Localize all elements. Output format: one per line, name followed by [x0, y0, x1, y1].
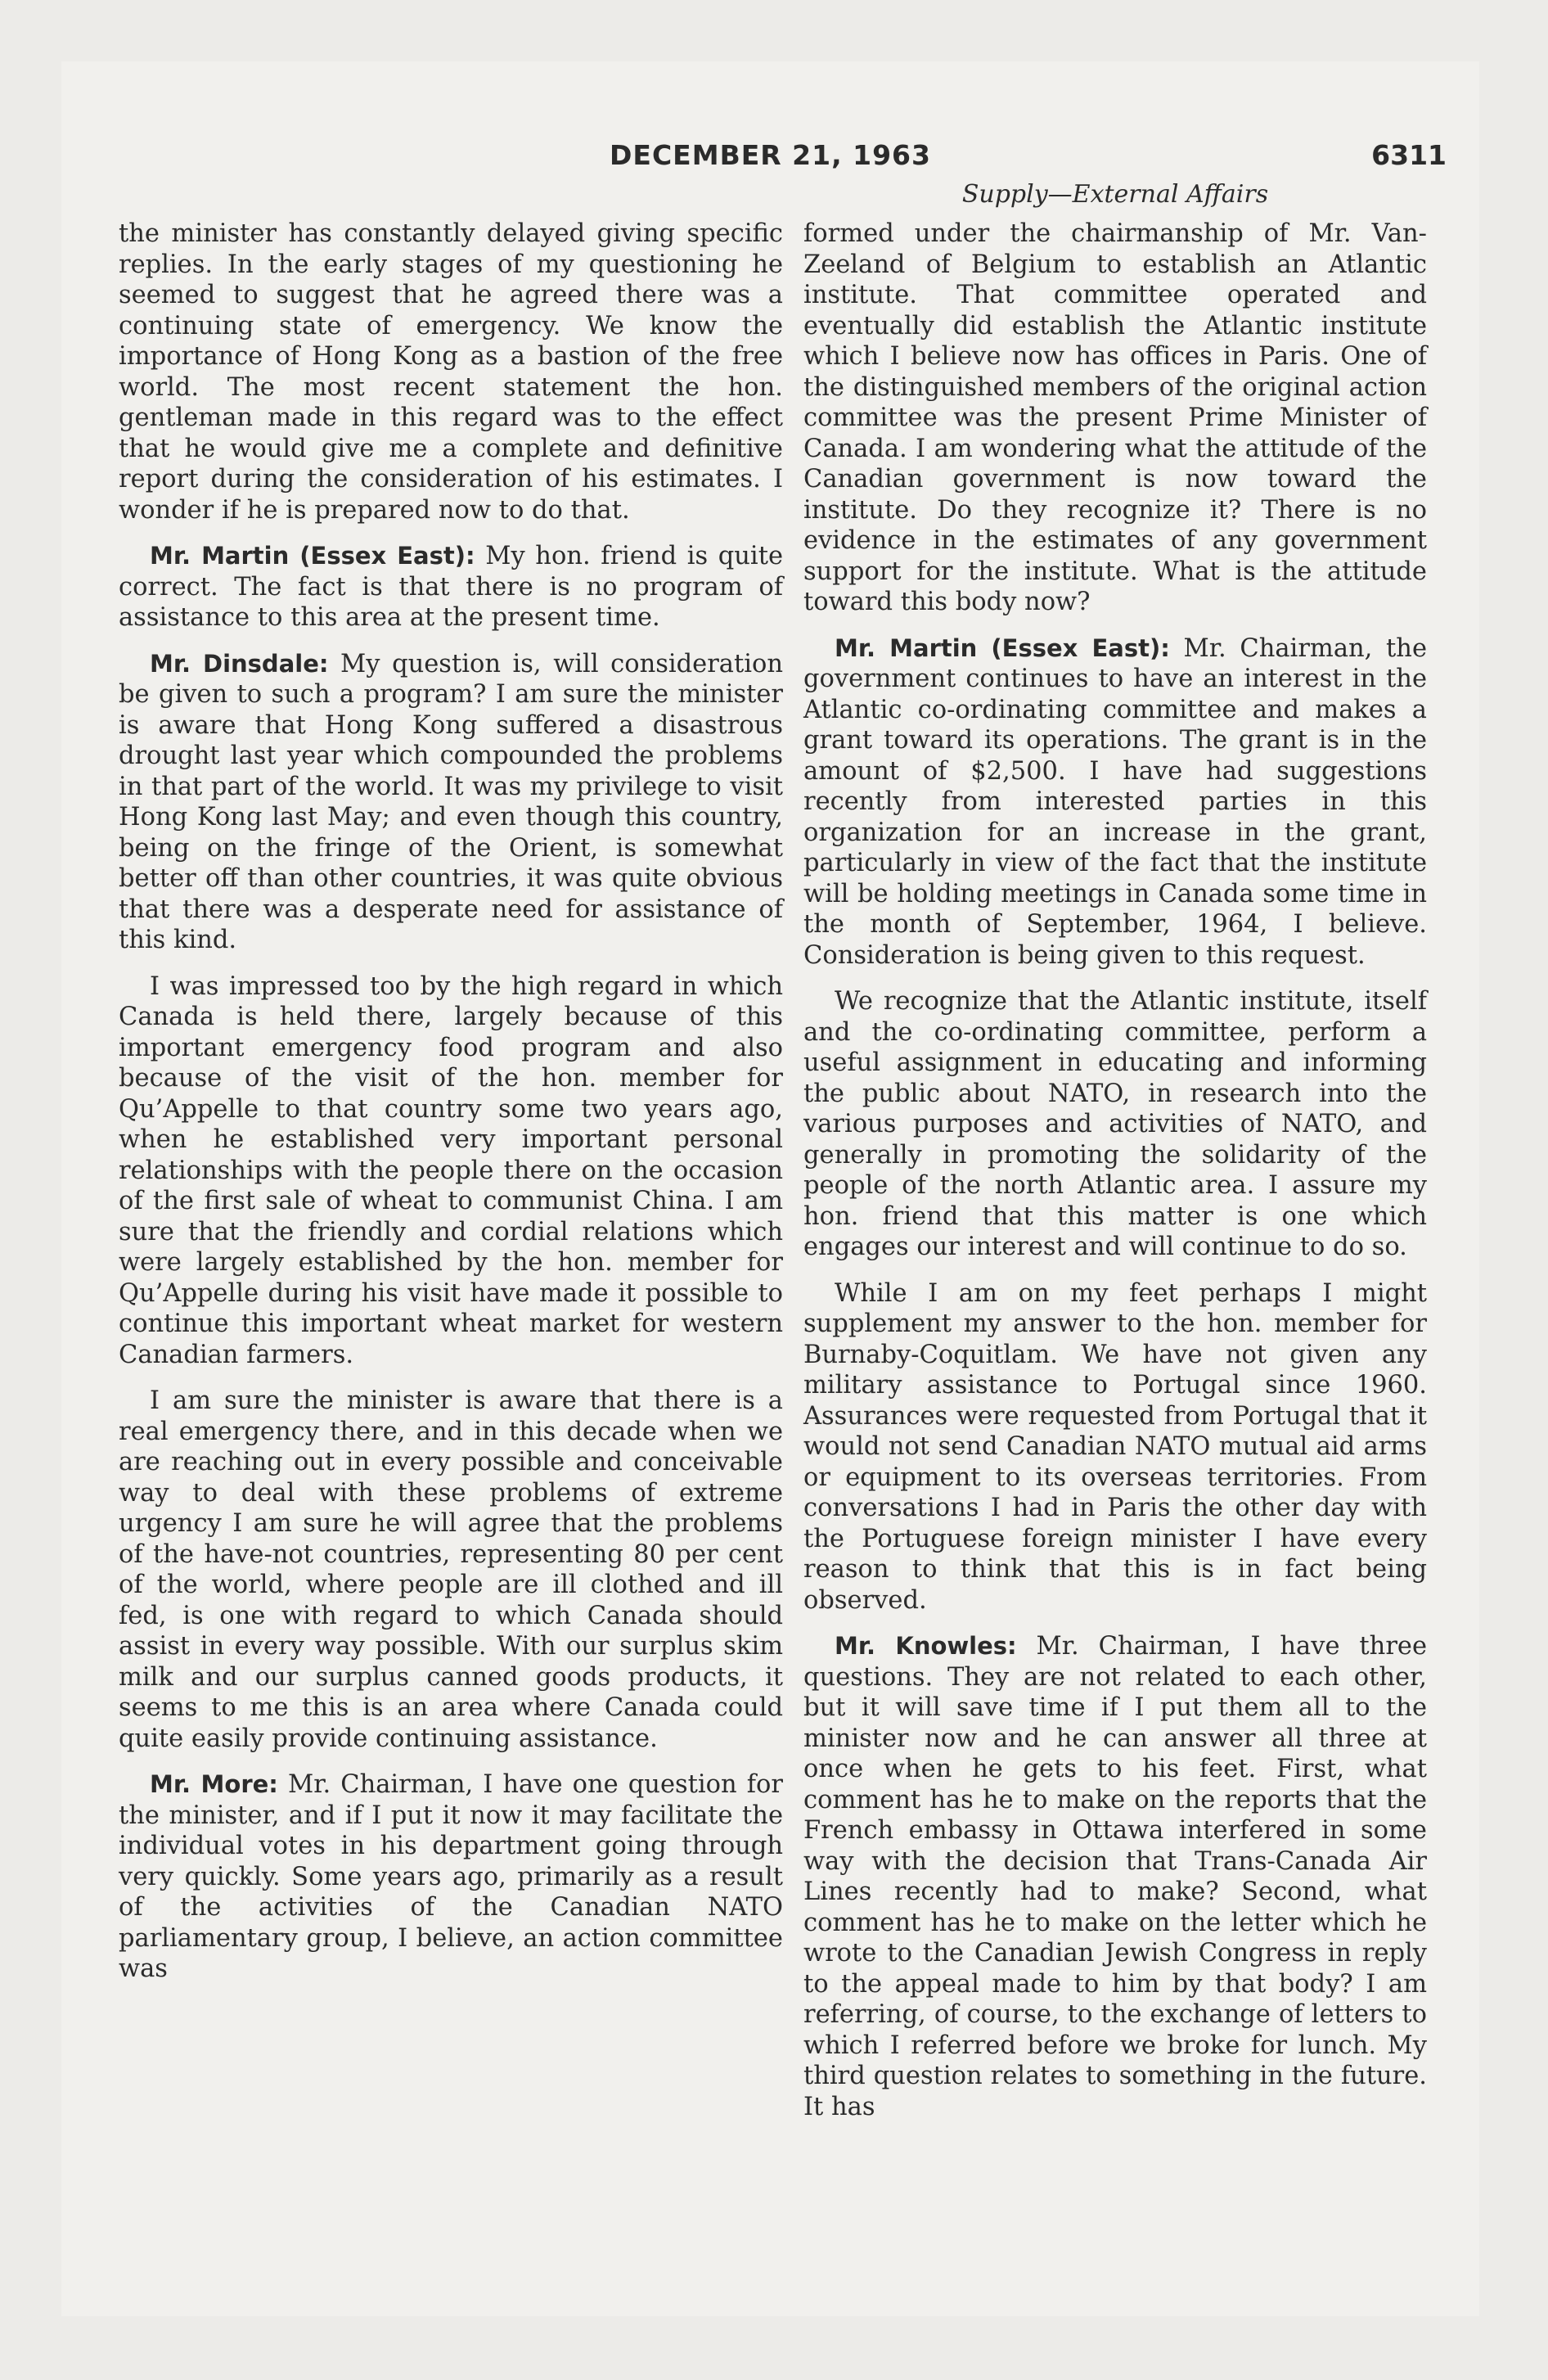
section-heading: Supply—External Affairs — [961, 180, 1269, 209]
speech-text: Mr. Chairman, the government continues to have an interest in the Atlantic co-ordinating committee and makes a grant toward its operations. The grant is in the amount of $2,500. I have had suggestions recently from interested parties in this organization for an increase in the grant, particularly in view of the fact that the institute will be holding meetings in Canada some time in the month of September, 1964, I believe. Consideration is being given to this request. — [803, 633, 1427, 970]
speech-paragraph — [803, 1631, 1427, 2122]
paragraph: We recognize that the Atlantic institute, itself and the co-ordinating committee, perform a useful assignment in educating and informing the public about NATO, in research into the various purposes and activities of NATO, and generally in promoting the solidarity of the people of the north Atlantic area. I assure my hon. friend that this matter is one which engages our interest and will continue to do so. — [803, 987, 1427, 1261]
page-date-header: DECEMBER 21, 1963 — [610, 139, 931, 171]
speech-paragraph — [119, 649, 783, 956]
speaker-name: Mr. More: — [150, 1770, 278, 1798]
speech-text: My hon. friend is quite correct. The fact is that there is no program of assistance to this area at the present time. — [119, 542, 783, 632]
paragraph: I am sure the minister is aware that there is a real emergency there, and in this decade when we are reaching out in every possible and conceivable way to deal with these problems of extreme urgency I am sure he will agree that the problems of the have-not countries, representing 80 per cent of the world, where people are ill clothed and ill fed, is one with regard to which Canada should assist in every way possible. With our surplus skim milk and our surplus canned goods products, it seems to me this is an area where Canada could quite easily provide continuing assistance. — [119, 1386, 783, 1753]
speech-paragraph — [119, 541, 783, 633]
left-column — [119, 219, 783, 2000]
hansard-page — [61, 61, 1479, 2316]
speech-paragraph — [119, 1769, 783, 1985]
paragraph: the minister has constantly delayed giving specific replies. In the early stages of my questioning he seemed to suggest that he agreed there was a continuing state of emergency. We know the importance of Hong Kong as a bastion of the free world. The most recent statement the hon. gentleman made in this regard was to the effect that he would give me a complete and definitive report during the consideration of his estimates. I wonder if he is prepared now to do that. — [119, 219, 783, 525]
paragraph: I was impressed too by the high regard in which Canada is held there, largely because of this important emergency food program and also because of the visit of the hon. member for Qu’Appelle to that country some two years ago, when he established very important personal relationships with the people there on the occasion of the first sale of wheat to communist China. I am sure that the friendly and cordial relations which were largely established by the hon. member for Qu’Appelle during his visit have made it possible to continue this important wheat market for western Canadian farmers. — [119, 971, 783, 1369]
paragraph: While I am on my feet perhaps I might supplement my answer to the hon. member for Burnaby-Coquitlam. We have not given any military assistance to Portugal since 1960. Assurances were requested from Portugal that it would not send Canadian NATO mutual aid arms or equipment to its overseas territories. From conversations I had in Paris the other day with the Portuguese foreign minister I have every reason to think that this is in fact being observed. — [803, 1278, 1427, 1615]
speaker-name: Mr. Knowles: — [835, 1632, 1017, 1660]
speaker-name: Mr. Martin (Essex East): — [150, 542, 475, 570]
speaker-name: Mr. Dinsdale: — [150, 649, 329, 678]
speech-text: Mr. Chairman, I have one question for the minister, and if I put it now it may facilitate the individual votes in his department going through very quickly. Some years ago, primarily as a result of the activities of the Canadian NATO parliamentary group, I believe, an action committee was — [119, 1770, 783, 1983]
speech-paragraph — [803, 633, 1427, 971]
speech-text: My question is, will consideration be given to such a program? I am sure the minister is aware that Hong Kong suffered a disastrous drought last year which compounded the problems in that part of the world. It was my privilege to visit Hong Kong last May; and even though this country, being on the fringe of the Orient, is somewhat better off than other countries, it was quite obvious that there was a desperate need for assistance of this kind. — [119, 649, 783, 954]
right-column — [803, 219, 1427, 2138]
speaker-name: Mr. Martin (Essex East): — [835, 633, 1170, 662]
speech-text: Mr. Chairman, I have three questions. They are not related to each other, but it will save time if I put them all to the minister now and he can answer all three at once when he gets to his feet. First, what comment has he to make on the reports that the French embassy in Ottawa interfered in some way with the decision that Trans-Canada Air Lines recently had to make? Second, what comment has he to make on the letter which he wrote to the Canadian Jewish Congress in reply to the appeal made to him by that body? I am referring, of course, to the exchange of letters to which I referred before we broke for lunch. My third question relates to something in the future. It has — [803, 1632, 1428, 2121]
page-number: 6311 — [1371, 139, 1447, 171]
paragraph: formed under the chairmanship of Mr. Van-Zeeland of Belgium to establish an Atlantic institute. That committee operated and eventually did establish the Atlantic institute which I believe now has offices in Paris. One of the distinguished members of the original action committee was the present Prime Minister of Canada. I am wondering what the attitude of the Canadian government is now toward the institute. Do they recognize it? There is no evidence in the estimates of any government support for the institute. What is the attitude toward this body now? — [803, 219, 1427, 616]
